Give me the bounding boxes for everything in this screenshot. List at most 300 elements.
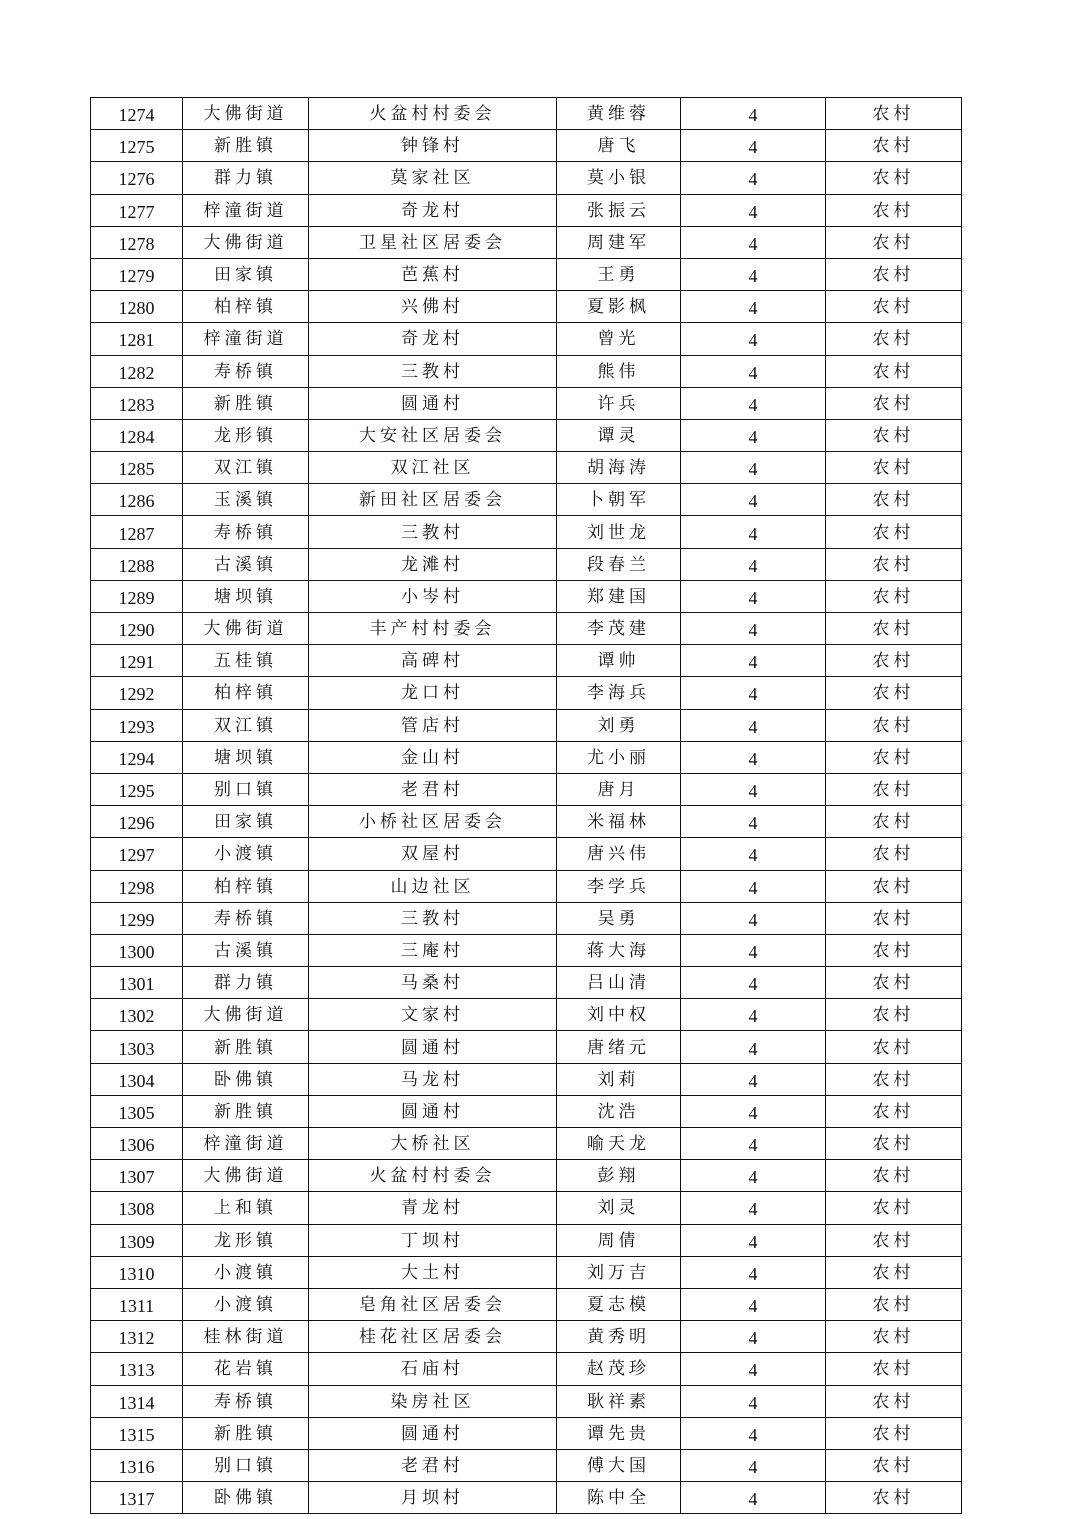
village-cell: 小岑村: [309, 580, 557, 612]
area-type-cell: 农村: [826, 967, 962, 999]
table-row: [91, 1385, 962, 1417]
table-row: [91, 258, 962, 290]
person-name-cell: 唐绪元: [557, 1031, 681, 1063]
town-cell: 寿桥镇: [183, 902, 309, 934]
town-cell: 新胜镇: [183, 387, 309, 419]
table-row: [91, 1192, 962, 1224]
area-type-cell: 农村: [826, 709, 962, 741]
table-row: [91, 1321, 962, 1353]
village-cell: 月坝村: [309, 1482, 557, 1514]
count-cell: 4: [681, 709, 826, 741]
table-row: [91, 130, 962, 162]
serial-number-cell: 1297: [91, 838, 183, 870]
area-type-cell: 农村: [826, 516, 962, 548]
person-name-cell: 李学兵: [557, 870, 681, 902]
town-cell: 花岩镇: [183, 1353, 309, 1385]
town-cell: 塘坝镇: [183, 580, 309, 612]
table-row: [91, 1095, 962, 1127]
table-row: [91, 741, 962, 773]
count-cell: 4: [681, 548, 826, 580]
person-name-cell: 唐兴伟: [557, 838, 681, 870]
table-row: [91, 452, 962, 484]
area-type-cell: 农村: [826, 870, 962, 902]
village-cell: 双江社区: [309, 452, 557, 484]
town-cell: 小渡镇: [183, 1288, 309, 1320]
village-cell: 文家村: [309, 999, 557, 1031]
serial-number-cell: 1304: [91, 1063, 183, 1095]
person-name-cell: 吕山清: [557, 967, 681, 999]
person-name-cell: 周倩: [557, 1224, 681, 1256]
person-name-cell: 夏志模: [557, 1288, 681, 1320]
serial-number-cell: 1303: [91, 1031, 183, 1063]
village-cell: 丁坝村: [309, 1224, 557, 1256]
village-cell: 石庙村: [309, 1353, 557, 1385]
serial-number-cell: 1310: [91, 1256, 183, 1288]
table-row: [91, 548, 962, 580]
table-row: [91, 902, 962, 934]
town-cell: 别口镇: [183, 773, 309, 805]
person-name-cell: 吴勇: [557, 902, 681, 934]
town-cell: 寿桥镇: [183, 516, 309, 548]
count-cell: 4: [681, 452, 826, 484]
person-name-cell: 卜朝军: [557, 484, 681, 516]
area-type-cell: 农村: [826, 419, 962, 451]
area-type-cell: 农村: [826, 1031, 962, 1063]
count-cell: 4: [681, 1353, 826, 1385]
serial-number-cell: 1294: [91, 741, 183, 773]
table-row: [91, 162, 962, 194]
table-row: [91, 677, 962, 709]
table-row: [91, 709, 962, 741]
area-type-cell: 农村: [826, 1063, 962, 1095]
person-name-cell: 莫小银: [557, 162, 681, 194]
person-name-cell: 陈中全: [557, 1482, 681, 1514]
count-cell: 4: [681, 291, 826, 323]
area-type-cell: 农村: [826, 194, 962, 226]
area-type-cell: 农村: [826, 355, 962, 387]
area-type-cell: 农村: [826, 226, 962, 258]
person-name-cell: 傅大国: [557, 1449, 681, 1481]
town-cell: 梓潼街道: [183, 323, 309, 355]
village-cell: 大桥社区: [309, 1128, 557, 1160]
village-cell: 青龙村: [309, 1192, 557, 1224]
count-cell: 4: [681, 484, 826, 516]
town-cell: 新胜镇: [183, 1417, 309, 1449]
village-cell: 奇龙村: [309, 194, 557, 226]
village-cell: 龙口村: [309, 677, 557, 709]
town-cell: 小渡镇: [183, 838, 309, 870]
table-row: [91, 1417, 962, 1449]
count-cell: 4: [681, 1482, 826, 1514]
person-name-cell: 黄秀明: [557, 1321, 681, 1353]
town-cell: 五桂镇: [183, 645, 309, 677]
serial-number-cell: 1280: [91, 291, 183, 323]
person-name-cell: 谭灵: [557, 419, 681, 451]
area-type-cell: 农村: [826, 741, 962, 773]
village-cell: 圆通村: [309, 1095, 557, 1127]
serial-number-cell: 1275: [91, 130, 183, 162]
count-cell: 4: [681, 419, 826, 451]
town-cell: 卧佛镇: [183, 1482, 309, 1514]
count-cell: 4: [681, 194, 826, 226]
town-cell: 新胜镇: [183, 1095, 309, 1127]
serial-number-cell: 1276: [91, 162, 183, 194]
count-cell: 4: [681, 98, 826, 130]
area-type-cell: 农村: [826, 1321, 962, 1353]
village-cell: 皂角社区居委会: [309, 1288, 557, 1320]
serial-number-cell: 1301: [91, 967, 183, 999]
serial-number-cell: 1281: [91, 323, 183, 355]
village-cell: 山边社区: [309, 870, 557, 902]
table-row: [91, 934, 962, 966]
person-name-cell: 李海兵: [557, 677, 681, 709]
table-row: [91, 484, 962, 516]
serial-number-cell: 1300: [91, 934, 183, 966]
serial-number-cell: 1314: [91, 1385, 183, 1417]
area-type-cell: 农村: [826, 1288, 962, 1320]
village-cell: 马龙村: [309, 1063, 557, 1095]
area-type-cell: 农村: [826, 1417, 962, 1449]
count-cell: 4: [681, 1063, 826, 1095]
count-cell: 4: [681, 1128, 826, 1160]
person-name-cell: 唐飞: [557, 130, 681, 162]
table-row: [91, 355, 962, 387]
area-type-cell: 农村: [826, 1160, 962, 1192]
village-cell: 三庵村: [309, 934, 557, 966]
village-cell: 芭蕉村: [309, 258, 557, 290]
serial-number-cell: 1279: [91, 258, 183, 290]
count-cell: 4: [681, 999, 826, 1031]
person-name-cell: 周建军: [557, 226, 681, 258]
person-name-cell: 黄维蓉: [557, 98, 681, 130]
area-type-cell: 农村: [826, 484, 962, 516]
table-row: [91, 1288, 962, 1320]
area-type-cell: 农村: [826, 645, 962, 677]
person-name-cell: 郑建国: [557, 580, 681, 612]
count-cell: 4: [681, 1288, 826, 1320]
count-cell: 4: [681, 258, 826, 290]
town-cell: 柏梓镇: [183, 291, 309, 323]
person-name-cell: 胡海涛: [557, 452, 681, 484]
town-cell: 柏梓镇: [183, 870, 309, 902]
table-row: [91, 645, 962, 677]
town-cell: 新胜镇: [183, 1031, 309, 1063]
person-name-cell: 尤小丽: [557, 741, 681, 773]
person-name-cell: 赵茂珍: [557, 1353, 681, 1385]
person-name-cell: 谭先贵: [557, 1417, 681, 1449]
person-name-cell: 蒋大海: [557, 934, 681, 966]
town-cell: 古溪镇: [183, 934, 309, 966]
count-cell: 4: [681, 1095, 826, 1127]
person-name-cell: 曾光: [557, 323, 681, 355]
table-row: [91, 1256, 962, 1288]
table-row: [91, 838, 962, 870]
person-name-cell: 谭帅: [557, 645, 681, 677]
serial-number-cell: 1312: [91, 1321, 183, 1353]
area-type-cell: 农村: [826, 1449, 962, 1481]
area-type-cell: 农村: [826, 291, 962, 323]
table-row: [91, 226, 962, 258]
serial-number-cell: 1283: [91, 387, 183, 419]
area-type-cell: 农村: [826, 838, 962, 870]
serial-number-cell: 1296: [91, 806, 183, 838]
serial-number-cell: 1290: [91, 613, 183, 645]
serial-number-cell: 1286: [91, 484, 183, 516]
person-name-cell: 刘中权: [557, 999, 681, 1031]
count-cell: 4: [681, 323, 826, 355]
count-cell: 4: [681, 934, 826, 966]
village-cell: 丰产村村委会: [309, 613, 557, 645]
serial-number-cell: 1289: [91, 580, 183, 612]
village-cell: 老君村: [309, 773, 557, 805]
village-cell: 钟锋村: [309, 130, 557, 162]
person-name-cell: 喻天龙: [557, 1128, 681, 1160]
table-row: [91, 1063, 962, 1095]
village-cell: 圆通村: [309, 1031, 557, 1063]
town-cell: 双江镇: [183, 709, 309, 741]
serial-number-cell: 1311: [91, 1288, 183, 1320]
serial-number-cell: 1298: [91, 870, 183, 902]
area-type-cell: 农村: [826, 98, 962, 130]
count-cell: 4: [681, 387, 826, 419]
count-cell: 4: [681, 870, 826, 902]
town-cell: 田家镇: [183, 258, 309, 290]
area-type-cell: 农村: [826, 677, 962, 709]
person-name-cell: 刘灵: [557, 1192, 681, 1224]
table-row: [91, 323, 962, 355]
village-cell: 金山村: [309, 741, 557, 773]
serial-number-cell: 1317: [91, 1482, 183, 1514]
table-row: [91, 580, 962, 612]
area-type-cell: 农村: [826, 1095, 962, 1127]
town-cell: 双江镇: [183, 452, 309, 484]
count-cell: 4: [681, 516, 826, 548]
village-cell: 莫家社区: [309, 162, 557, 194]
count-cell: 4: [681, 645, 826, 677]
count-cell: 4: [681, 838, 826, 870]
area-type-cell: 农村: [826, 1385, 962, 1417]
village-cell: 卫星社区居委会: [309, 226, 557, 258]
serial-number-cell: 1277: [91, 194, 183, 226]
area-type-cell: 农村: [826, 806, 962, 838]
town-cell: 桂林街道: [183, 1321, 309, 1353]
count-cell: 4: [681, 902, 826, 934]
serial-number-cell: 1292: [91, 677, 183, 709]
count-cell: 4: [681, 1449, 826, 1481]
count-cell: 4: [681, 355, 826, 387]
village-cell: 染房社区: [309, 1385, 557, 1417]
serial-number-cell: 1299: [91, 902, 183, 934]
area-type-cell: 农村: [826, 387, 962, 419]
serial-number-cell: 1274: [91, 98, 183, 130]
table-row: [91, 98, 962, 130]
count-cell: 4: [681, 1385, 826, 1417]
serial-number-cell: 1305: [91, 1095, 183, 1127]
person-name-cell: 沈浩: [557, 1095, 681, 1127]
serial-number-cell: 1307: [91, 1160, 183, 1192]
serial-number-cell: 1306: [91, 1128, 183, 1160]
town-cell: 柏梓镇: [183, 677, 309, 709]
town-cell: 龙形镇: [183, 1224, 309, 1256]
serial-number-cell: 1285: [91, 452, 183, 484]
town-cell: 大佛街道: [183, 613, 309, 645]
area-type-cell: 农村: [826, 1353, 962, 1385]
count-cell: 4: [681, 1321, 826, 1353]
count-cell: 4: [681, 130, 826, 162]
village-cell: 兴佛村: [309, 291, 557, 323]
person-name-cell: 彭翔: [557, 1160, 681, 1192]
village-cell: 管店村: [309, 709, 557, 741]
table-row: [91, 999, 962, 1031]
count-cell: 4: [681, 1224, 826, 1256]
person-name-cell: 刘莉: [557, 1063, 681, 1095]
serial-number-cell: 1315: [91, 1417, 183, 1449]
count-cell: 4: [681, 613, 826, 645]
town-cell: 龙形镇: [183, 419, 309, 451]
town-cell: 卧佛镇: [183, 1063, 309, 1095]
serial-number-cell: 1308: [91, 1192, 183, 1224]
town-cell: 田家镇: [183, 806, 309, 838]
person-name-cell: 刘勇: [557, 709, 681, 741]
village-cell: 火盆村村委会: [309, 1160, 557, 1192]
count-cell: 4: [681, 741, 826, 773]
serial-number-cell: 1316: [91, 1449, 183, 1481]
area-type-cell: 农村: [826, 1224, 962, 1256]
count-cell: 4: [681, 1160, 826, 1192]
table-row: [91, 806, 962, 838]
area-type-cell: 农村: [826, 1128, 962, 1160]
table-row: [91, 1224, 962, 1256]
table-row: [91, 613, 962, 645]
area-type-cell: 农村: [826, 548, 962, 580]
town-cell: 群力镇: [183, 967, 309, 999]
town-cell: 上和镇: [183, 1192, 309, 1224]
village-cell: 火盆村村委会: [309, 98, 557, 130]
serial-number-cell: 1287: [91, 516, 183, 548]
table-row: [91, 387, 962, 419]
serial-number-cell: 1278: [91, 226, 183, 258]
count-cell: 4: [681, 1031, 826, 1063]
person-name-cell: 李茂建: [557, 613, 681, 645]
person-name-cell: 耿祥素: [557, 1385, 681, 1417]
town-cell: 玉溪镇: [183, 484, 309, 516]
village-cell: 高碑村: [309, 645, 557, 677]
count-cell: 4: [681, 967, 826, 999]
person-name-cell: 刘世龙: [557, 516, 681, 548]
table-row: [91, 1160, 962, 1192]
person-name-cell: 王勇: [557, 258, 681, 290]
area-type-cell: 农村: [826, 580, 962, 612]
area-type-cell: 农村: [826, 1482, 962, 1514]
area-type-cell: 农村: [826, 613, 962, 645]
person-name-cell: 许兵: [557, 387, 681, 419]
area-type-cell: 农村: [826, 1256, 962, 1288]
person-name-cell: 刘万吉: [557, 1256, 681, 1288]
town-cell: 梓潼街道: [183, 1128, 309, 1160]
town-cell: 大佛街道: [183, 1160, 309, 1192]
table-row: [91, 773, 962, 805]
village-cell: 小桥社区居委会: [309, 806, 557, 838]
serial-number-cell: 1282: [91, 355, 183, 387]
town-cell: 别口镇: [183, 1449, 309, 1481]
village-cell: 新田社区居委会: [309, 484, 557, 516]
area-type-cell: 农村: [826, 934, 962, 966]
town-cell: 新胜镇: [183, 130, 309, 162]
serial-number-cell: 1293: [91, 709, 183, 741]
town-cell: 梓潼街道: [183, 194, 309, 226]
village-cell: 龙滩村: [309, 548, 557, 580]
area-type-cell: 农村: [826, 902, 962, 934]
village-cell: 大土村: [309, 1256, 557, 1288]
records-table: [90, 97, 962, 1514]
area-type-cell: 农村: [826, 1192, 962, 1224]
town-cell: 塘坝镇: [183, 741, 309, 773]
village-cell: 圆通村: [309, 387, 557, 419]
area-type-cell: 农村: [826, 323, 962, 355]
count-cell: 4: [681, 1417, 826, 1449]
serial-number-cell: 1295: [91, 773, 183, 805]
village-cell: 桂花社区居委会: [309, 1321, 557, 1353]
table-row: [91, 291, 962, 323]
count-cell: 4: [681, 580, 826, 612]
person-name-cell: 段春兰: [557, 548, 681, 580]
count-cell: 4: [681, 162, 826, 194]
count-cell: 4: [681, 773, 826, 805]
person-name-cell: 夏影枫: [557, 291, 681, 323]
village-cell: 双屋村: [309, 838, 557, 870]
table-row: [91, 194, 962, 226]
person-name-cell: 熊伟: [557, 355, 681, 387]
table-row: [91, 1353, 962, 1385]
count-cell: 4: [681, 226, 826, 258]
serial-number-cell: 1291: [91, 645, 183, 677]
table-row: [91, 1031, 962, 1063]
village-cell: 老君村: [309, 1449, 557, 1481]
serial-number-cell: 1302: [91, 999, 183, 1031]
table-row: [91, 870, 962, 902]
village-cell: 奇龙村: [309, 323, 557, 355]
table-row: [91, 967, 962, 999]
table-row: [91, 1128, 962, 1160]
area-type-cell: 农村: [826, 773, 962, 805]
village-cell: 三教村: [309, 355, 557, 387]
table-row: [91, 419, 962, 451]
village-cell: 圆通村: [309, 1417, 557, 1449]
count-cell: 4: [681, 806, 826, 838]
table-row: [91, 516, 962, 548]
town-cell: 群力镇: [183, 162, 309, 194]
town-cell: 大佛街道: [183, 98, 309, 130]
village-cell: 三教村: [309, 516, 557, 548]
serial-number-cell: 1288: [91, 548, 183, 580]
town-cell: 小渡镇: [183, 1256, 309, 1288]
town-cell: 寿桥镇: [183, 355, 309, 387]
count-cell: 4: [681, 677, 826, 709]
serial-number-cell: 1313: [91, 1353, 183, 1385]
person-name-cell: 张振云: [557, 194, 681, 226]
serial-number-cell: 1284: [91, 419, 183, 451]
table-row: [91, 1449, 962, 1481]
count-cell: 4: [681, 1256, 826, 1288]
table-row: [91, 1482, 962, 1514]
area-type-cell: 农村: [826, 258, 962, 290]
count-cell: 4: [681, 1192, 826, 1224]
village-cell: 马桑村: [309, 967, 557, 999]
person-name-cell: 米福林: [557, 806, 681, 838]
person-name-cell: 唐月: [557, 773, 681, 805]
serial-number-cell: 1309: [91, 1224, 183, 1256]
town-cell: 寿桥镇: [183, 1385, 309, 1417]
